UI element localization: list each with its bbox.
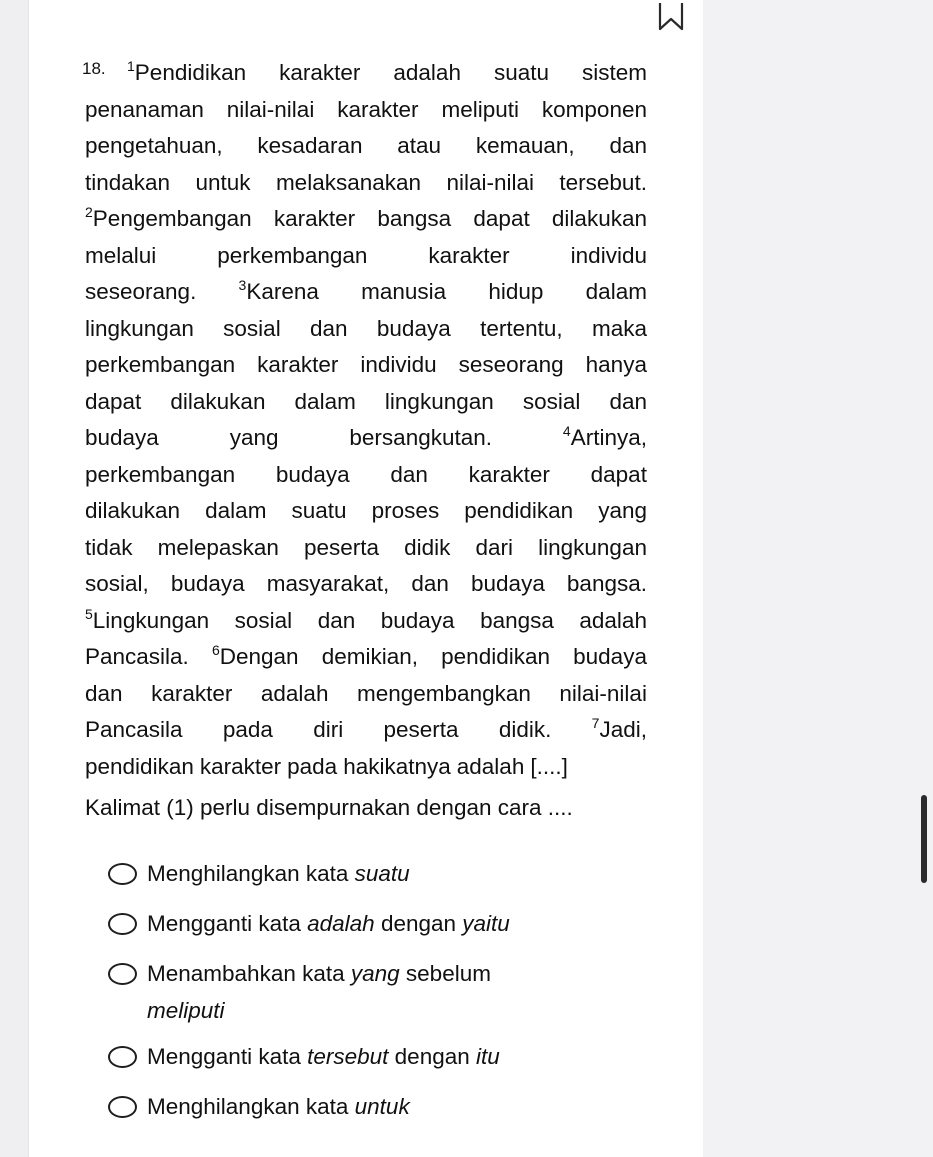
word: bangsa xyxy=(480,607,554,633)
paragraph-line xyxy=(85,420,647,457)
answer-option[interactable] xyxy=(108,955,567,1029)
word: lingkungan xyxy=(85,315,194,341)
word: budaya xyxy=(275,461,350,487)
word: tersebut. xyxy=(559,169,647,195)
word: dan xyxy=(310,315,348,341)
word: sosial xyxy=(522,388,581,414)
word: yang xyxy=(598,498,647,523)
word: dan xyxy=(609,133,647,158)
word: $^3$Karena xyxy=(238,277,319,304)
radio-button[interactable] xyxy=(108,1096,137,1118)
word: atau xyxy=(397,133,442,158)
word: suatu xyxy=(493,60,549,85)
paragraph-line xyxy=(85,347,647,384)
word: karakter xyxy=(468,461,550,487)
word: bangsa. xyxy=(566,571,647,596)
word: kesadaran xyxy=(257,133,363,158)
paragraph-line xyxy=(85,639,647,676)
paragraph-line xyxy=(85,128,647,165)
question-paragraph xyxy=(85,55,647,785)
word: hanya xyxy=(585,352,647,377)
word: dilakukan xyxy=(551,206,647,231)
paragraph-line xyxy=(85,712,647,749)
word: didik. xyxy=(498,717,552,742)
word: budaya xyxy=(471,571,545,596)
paragraph-line xyxy=(85,530,647,567)
word: karakter xyxy=(257,352,339,377)
word: perkembangan xyxy=(85,461,236,487)
word: pendidikan xyxy=(441,644,550,669)
right-panel xyxy=(703,0,933,1157)
word: dapat xyxy=(473,206,530,231)
word: maka xyxy=(591,315,647,341)
word: [....] xyxy=(530,753,568,779)
bookmark-icon[interactable] xyxy=(656,2,686,32)
word: penanaman xyxy=(85,96,204,122)
word: dilakukan xyxy=(170,388,266,414)
answer-option[interactable] xyxy=(108,1038,567,1075)
paragraph-line xyxy=(85,311,647,348)
option-label: Menghilangkan kata suatu xyxy=(147,861,410,886)
word: dan xyxy=(411,571,449,596)
word: dalam xyxy=(294,388,356,414)
word: didik xyxy=(404,534,451,560)
word: budaya xyxy=(85,425,159,450)
option-label: Mengganti kata adalah dengan yaitu xyxy=(147,911,510,936)
word: tidak xyxy=(85,534,133,560)
word: adalah xyxy=(260,680,329,706)
sentence-number: 7 xyxy=(591,715,600,731)
word: pada xyxy=(287,753,338,779)
word: dalam xyxy=(205,498,267,523)
word: Pancasila xyxy=(85,717,183,742)
word: nilai-nilai xyxy=(446,169,534,195)
word: karakter xyxy=(273,206,356,231)
word: seseorang xyxy=(458,352,564,377)
word: tindakan xyxy=(85,169,171,195)
left-margin xyxy=(0,0,28,1157)
paragraph-line xyxy=(85,201,647,238)
word: $^2$Pengembangan xyxy=(85,204,252,231)
word: dalam xyxy=(585,279,647,304)
radio-button[interactable] xyxy=(108,863,137,885)
word: proses xyxy=(371,498,440,523)
word: $^6$Dengan xyxy=(211,642,299,669)
word: dapat xyxy=(590,461,647,487)
paragraph-line xyxy=(85,603,647,640)
word: Pancasila. xyxy=(85,644,189,669)
paragraph-line xyxy=(85,457,647,494)
paragraph-line xyxy=(85,566,647,603)
word: individu xyxy=(360,352,437,377)
word: budaya xyxy=(380,607,455,633)
scrollbar[interactable] xyxy=(921,795,927,883)
answer-option[interactable] xyxy=(108,855,567,892)
word: karakter xyxy=(199,753,282,779)
word: manusia xyxy=(361,279,447,304)
word: peserta xyxy=(383,717,459,742)
word: meliputi xyxy=(441,96,519,122)
word: pendidikan xyxy=(85,753,194,779)
word: suatu xyxy=(291,498,347,523)
radio-button[interactable] xyxy=(108,913,137,935)
word: kemauan, xyxy=(475,133,575,158)
word: melepaskan xyxy=(157,534,279,560)
answer-option[interactable] xyxy=(108,905,567,942)
word: $^5$Lingkungan xyxy=(85,605,210,633)
word: peserta xyxy=(304,534,380,560)
word: pendidikan xyxy=(464,498,574,523)
word: karakter xyxy=(279,60,361,85)
paragraph-line xyxy=(85,165,647,202)
word: lingkungan xyxy=(384,388,494,414)
word: pengetahuan, xyxy=(85,133,223,158)
word: adalah xyxy=(579,607,647,633)
word: budaya xyxy=(170,571,245,596)
question-text xyxy=(82,55,647,785)
word: untuk xyxy=(195,169,251,195)
word: karakter xyxy=(151,680,233,706)
paragraph-line xyxy=(85,493,647,530)
word: seseorang. xyxy=(85,279,197,304)
word: melaksanakan xyxy=(275,169,422,195)
word: dan xyxy=(85,680,123,706)
word: adalah xyxy=(393,60,461,85)
sentence-number: 5 xyxy=(85,605,93,622)
sentence-number: 3 xyxy=(238,277,247,293)
sentence-number: 6 xyxy=(211,642,220,658)
word: dan xyxy=(609,388,647,414)
word: individu xyxy=(570,242,647,268)
word: $^4$Artinya, xyxy=(562,423,647,450)
sentence-number: 2 xyxy=(85,204,93,220)
word: budaya xyxy=(376,315,451,341)
sentence-number: 4 xyxy=(562,423,571,439)
word: sosial xyxy=(234,607,293,633)
word: dapat xyxy=(85,388,142,414)
word: dilakukan xyxy=(85,498,181,523)
word: nilai-nilai xyxy=(559,680,647,706)
word: tertentu, xyxy=(480,315,563,341)
word: hakikatnya xyxy=(343,753,451,779)
answer-option[interactable] xyxy=(108,1088,567,1125)
word: dari xyxy=(475,534,514,560)
word: perkembangan xyxy=(217,242,368,268)
word: perkembangan xyxy=(85,352,236,377)
paragraph-line xyxy=(85,384,647,421)
word: masyarakat, xyxy=(266,571,390,596)
word: $^1$Pendidikan xyxy=(127,58,247,85)
word: $^7$Jadi, xyxy=(591,715,647,742)
word: sistem xyxy=(581,60,647,85)
sentence-number: 1 xyxy=(127,58,135,74)
word: komponen xyxy=(541,96,647,122)
word: nilai-nilai xyxy=(226,96,315,122)
word: demikian, xyxy=(321,644,419,669)
radio-button[interactable] xyxy=(108,1046,137,1068)
option-label: Menambahkan kata yang sebelum meliputi xyxy=(147,961,491,1023)
word: pada xyxy=(222,717,273,742)
word: karakter xyxy=(428,242,510,268)
word: bersangkutan. xyxy=(349,425,493,450)
option-label: Menghilangkan kata untuk xyxy=(147,1094,410,1119)
word: adalah xyxy=(456,753,525,779)
word: sosial, xyxy=(85,571,149,596)
paragraph-line xyxy=(85,749,647,786)
question-prompt: Kalimat (1) perlu disempurnakan dengan cara .... xyxy=(85,795,573,820)
radio-button[interactable] xyxy=(108,963,137,985)
word: yang xyxy=(229,425,279,450)
paragraph-line xyxy=(85,238,647,275)
word: mengembangkan xyxy=(357,680,531,706)
paragraph-line xyxy=(85,274,647,311)
question-number: 18. xyxy=(82,59,106,78)
paragraph-line xyxy=(85,55,647,92)
word: diri xyxy=(313,717,344,742)
word: karakter xyxy=(337,96,419,122)
word: budaya xyxy=(573,644,647,669)
word: lingkungan xyxy=(538,534,647,560)
option-label: Mengganti kata tersebut dengan itu xyxy=(147,1044,500,1069)
paragraph-line xyxy=(85,676,647,713)
word: dan xyxy=(317,607,356,633)
word: hidup xyxy=(488,279,544,304)
word: dan xyxy=(390,461,428,487)
paragraph-line xyxy=(85,92,647,129)
word: sosial xyxy=(223,315,281,341)
word: melalui xyxy=(85,242,157,268)
word: bangsa xyxy=(377,206,452,231)
